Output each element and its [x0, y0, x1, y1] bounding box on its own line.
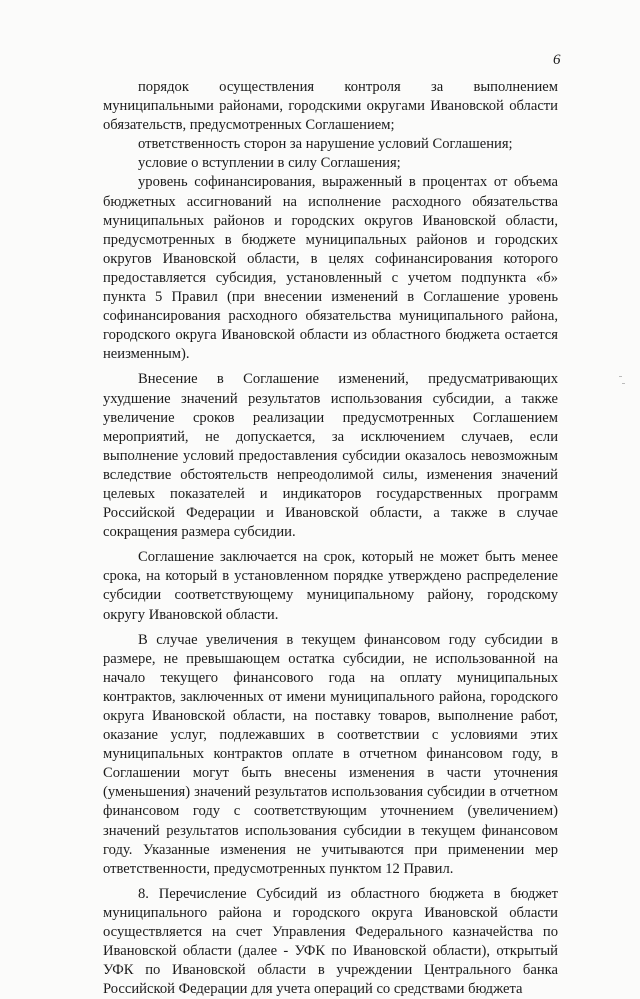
page-number: 6	[553, 52, 561, 68]
paragraph-transfer-section-8: 8. Перечисление Субсидий из областного бюджета в бюджет муниципального района и городского округа Ивановской области осуществляется на счет Управления Федерального казначейства по Ивановской области (далее - УФК по Ивановской области), открытый УФК по Ивановской области в учреждении Центрального банка Российской Федерации для учета операций со средствами бюджета	[103, 885, 558, 998]
paragraph-responsibility: ответственность сторон за нарушение условий Соглашения;	[138, 136, 513, 153]
paragraph-cofinancing-level: уровень софинансирования, выраженный в процентах от объема бюджетных ассигнований на исполнение расходного обязательства муниципальных районов и городских округов Ивановской области, предусмотренных в бюджете муниципальных районов и городских округов Ивановской области, в целях софинансирования которого предоставляется субсидия, установленный с учетом подпункта «б» пункта 5 Правил (при внесении изменений в Соглашение уровень софинансирования расходного обязательства муниципального района, городского округа Ивановской области из областного бюджета остается неизменным).	[103, 174, 558, 363]
paragraph-amendments: Внесение в Соглашение изменений, предусматривающих ухудшение значений результатов использования субсидии, а также увеличение сроков реализации предусмотренных Соглашением мероприятий, не допускается, за исключением случаев, если выполнение условий предоставления субсидии оказалось невозможным вследствие обстоятельств непреодолимой силы, изменения значений целевых показателей и индикаторов государственных программ Российской Федерации и Ивановской области, а также в случае сокращения размера субсидии.	[103, 371, 558, 541]
paragraph-control-order: порядок осуществления контроля за выполнением муниципальными районами, городскими округами Ивановской области обязательств, предусмотренных Соглашением;	[103, 79, 558, 134]
scan-speck	[619, 376, 622, 377]
document-body	[103, 78, 558, 999]
scan-speck	[622, 383, 625, 384]
paragraph-entry-into-force: условие о вступлении в силу Соглашения;	[138, 155, 401, 172]
paragraph-subsidy-increase: В случае увеличения в текущем финансовом году субсидии в размере, не превышающем остатка субсидии, не использованной на начало текущего финансового года на оплату муниципальных контрактов, заключенных от имени муниципального района, городского округа Ивановской области, на поставку товаров, выполнение работ, оказание услуг, подлежавших в соответствии с условиями этих муниципальных контрактов оплате в отчетном финансовом году, в Соглашении могут быть внесены изменения в части уточнения (уменьшения) значений результатов использования субсидии в отчетном финансовом году с соответствующим уточнением (увеличением) значений результатов использования субсидии в текущем финансовом году. Указанные изменения не учитываются при применении мер ответственности, предусмотренных пунктом 12 Правил.	[103, 631, 558, 877]
paragraph-agreement-term: Соглашение заключается на срок, который не может быть менее срока, на который в установленном порядке утверждено распределение субсидии соответствующему муниципальному району, городскому округу Ивановской области.	[103, 549, 558, 623]
